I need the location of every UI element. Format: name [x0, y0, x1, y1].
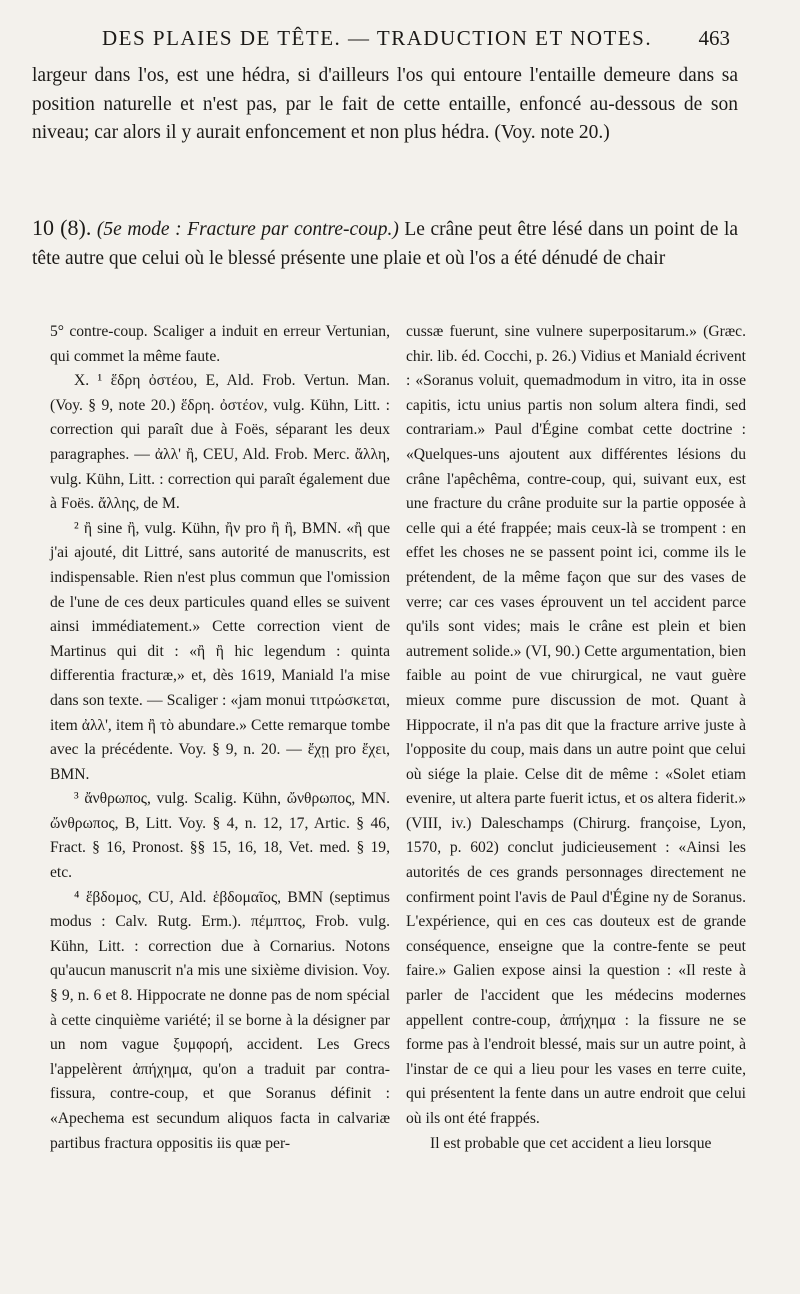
- page-header: [60, 26, 760, 58]
- running-title: DES PLAIES DE TÊTE. — TRADUCTION ET NOTES.: [102, 26, 653, 50]
- note-paragraph: Il est probable que cet accident a lieu lorsque: [430, 1134, 712, 1152]
- page-number: 463: [698, 26, 730, 50]
- note-paragraph: X. ¹ ἕδρη ὀστέου, E, Ald. Frob. Vertun. Man. (Voy. § 9, note 20.) ἕδρη. ὀστέον, vulg. Kühn, Litt. : correction qui paraît due à Foës, séparant les deux paragraphes. — ἀλλ' ἢ, CEU, Ald. Frob. Merc. ἄλλη, vulg. Kühn, Litt. : correction qui paraît également due à Foës. ἄλλης, de M.: [50, 372, 390, 513]
- section-paragraph: [32, 213, 738, 273]
- notes-right-column: [406, 320, 746, 1156]
- note-paragraph: ³ ἄνθρωπος, vulg. Scalig. Kühn, ὤνθρωπος, MN. ὤνθρωπος, B, Litt. Voy. § 4, n. 12, 17, Artic. § 46, Fract. § 16, Pronost. §§ 15, 16, 18, Vet. med. § 19, etc.: [50, 790, 390, 882]
- note-paragraph: ² ἢ sine ἢ, vulg. Kühn, ἢν pro ἢ ἢ, BMN. «ἢ que j'ai ajouté, dit Littré, sans autorité de manuscrits, est indispensable. Rien n'est plus commun que l'omission de l'une de ces deux particules quand elles se suivent ainsi immédiatement.» Cette correction vient de Martinus qui dit : «ἢ ἢ hic legendum : quinta differentia fracturæ,» et, dès 1619, Maniald l'a mise dans son texte. — Scaliger : «jam monui τιτρώσκεται, item ἀλλ', item ἢ τὸ abundare.» Cette remarque tombe avec la précédente. Voy. § 9, n. 20. — ἔχῃ pro ἔχει, BMN.: [50, 519, 390, 783]
- note-paragraph: cussæ fuerunt, sine vulnere superpositarum.» (Græc. chir. lib. éd. Cocchi, p. 26.) Vidius et Maniald écrivent : «Soranus voluit, quemadmodum in vitro, ita in osse capitis, ictu unius partis non solum altera findi, sed contrariam.» Paul d'Égine combat cette doctrine : «Quelques-uns ajoutent aux différentes lésions du crâne l'apêchêma, contre-coup, qui, suivant eux, est une fracture du crâne produite sur la partie opposée à celle qui a été frappée; mais ceux-là se trompent : en effet les choses ne se passent point ici, comme ils le prétendent, de la même façon que sur des vases de verre; car ces vases éprouvent un tel accident parce qu'ils sont vides; mais le crâne est plein et bien autrement solide.» (VI, 90.) Cette argumentation, bien faible au point de vue chirurgical, ne vaut guère mieux comme pure discussion de mot. Quant à Hippocrate, il n'a pas dit que la fracture arrive juste à l'opposite du coup, mais dans un autre point que celui où siége la plaie. Celse dit de même : «Solet etiam evenire, ut altera parte fuerit ictus, et os altera fiderit.» (VIII, iv.) Daleschamps (Chirurg. françoise, Lyon, 1570, p. 602) conclut judicieusement : «Ainsi les autorités de ces grands personnages directement ne confirment point l'avis de Paul d'Égine ny de Soranus. L'expérience, qui en ces cas douteux est de grande conséquence, enseigne que la contre-fente se peut faire.» Galien expose ainsi la question : «Il reste à parler de l'accident que les médecins modernes appellent contre-coup, ἀπήχημα : la fissure ne se forme pas à l'endroit blessé, mais sur un autre point, à l'instar de ce qui a lieu pour les vases en terre cuite, qui présentent la fente dans un autre endroit que celui où ils ont été frappés.: [406, 323, 746, 1127]
- note-paragraph: 5° contre-coup. Scaliger a induit en erreur Vertunian, qui commet la même faute.: [50, 323, 390, 365]
- section-mode: (5e mode : Fracture par contre-coup.): [96, 219, 399, 240]
- section-10: [32, 213, 738, 273]
- section-text: Le crâne peut être lésé dans un point de la tête autre que celui où le blessé présente une plaie et où l'os a été dénudé de chair: [32, 219, 739, 269]
- note-paragraph: ⁴ ἕβδομος, CU, Ald. ἑβδομαῖος, BMN (septimus modus : Calv. Rutg. Erm.). πέμπτος, Frob. vulg. Kühn, Litt. : correction due à Cornarius. Notons qu'aucun manuscrit n'a mis une sixième division. Voy. § 9, n. 6 et 8. Hippocrate ne donne pas de nom spécial à cette cinquième variété; il se borne à la désigner par un nom vague ξυμφορή, accident. Les Grecs l'appelèrent ἀπήχημα, qu'on a traduit par contra-fissura, contre-coup, et que Soranus définit : «Apechema est secundum aliquos facta in calvariæ partibus fractura oppositis iis quæ per-: [50, 888, 390, 1152]
- section-number: 10 (8).: [32, 215, 92, 240]
- intro-paragraph: [32, 62, 738, 148]
- notes-left-column: [50, 320, 390, 1156]
- intro-text: largeur dans l'os, est une hédra, si d'ailleurs l'os qui entoure l'entaille demeure dans sa position naturelle et n'est pas, par le fait de cette entaille, enfoncé au-dessous de son niveau; car alors il y aurait enfoncement et non plus hédra. (Voy. note 20.): [32, 65, 738, 143]
